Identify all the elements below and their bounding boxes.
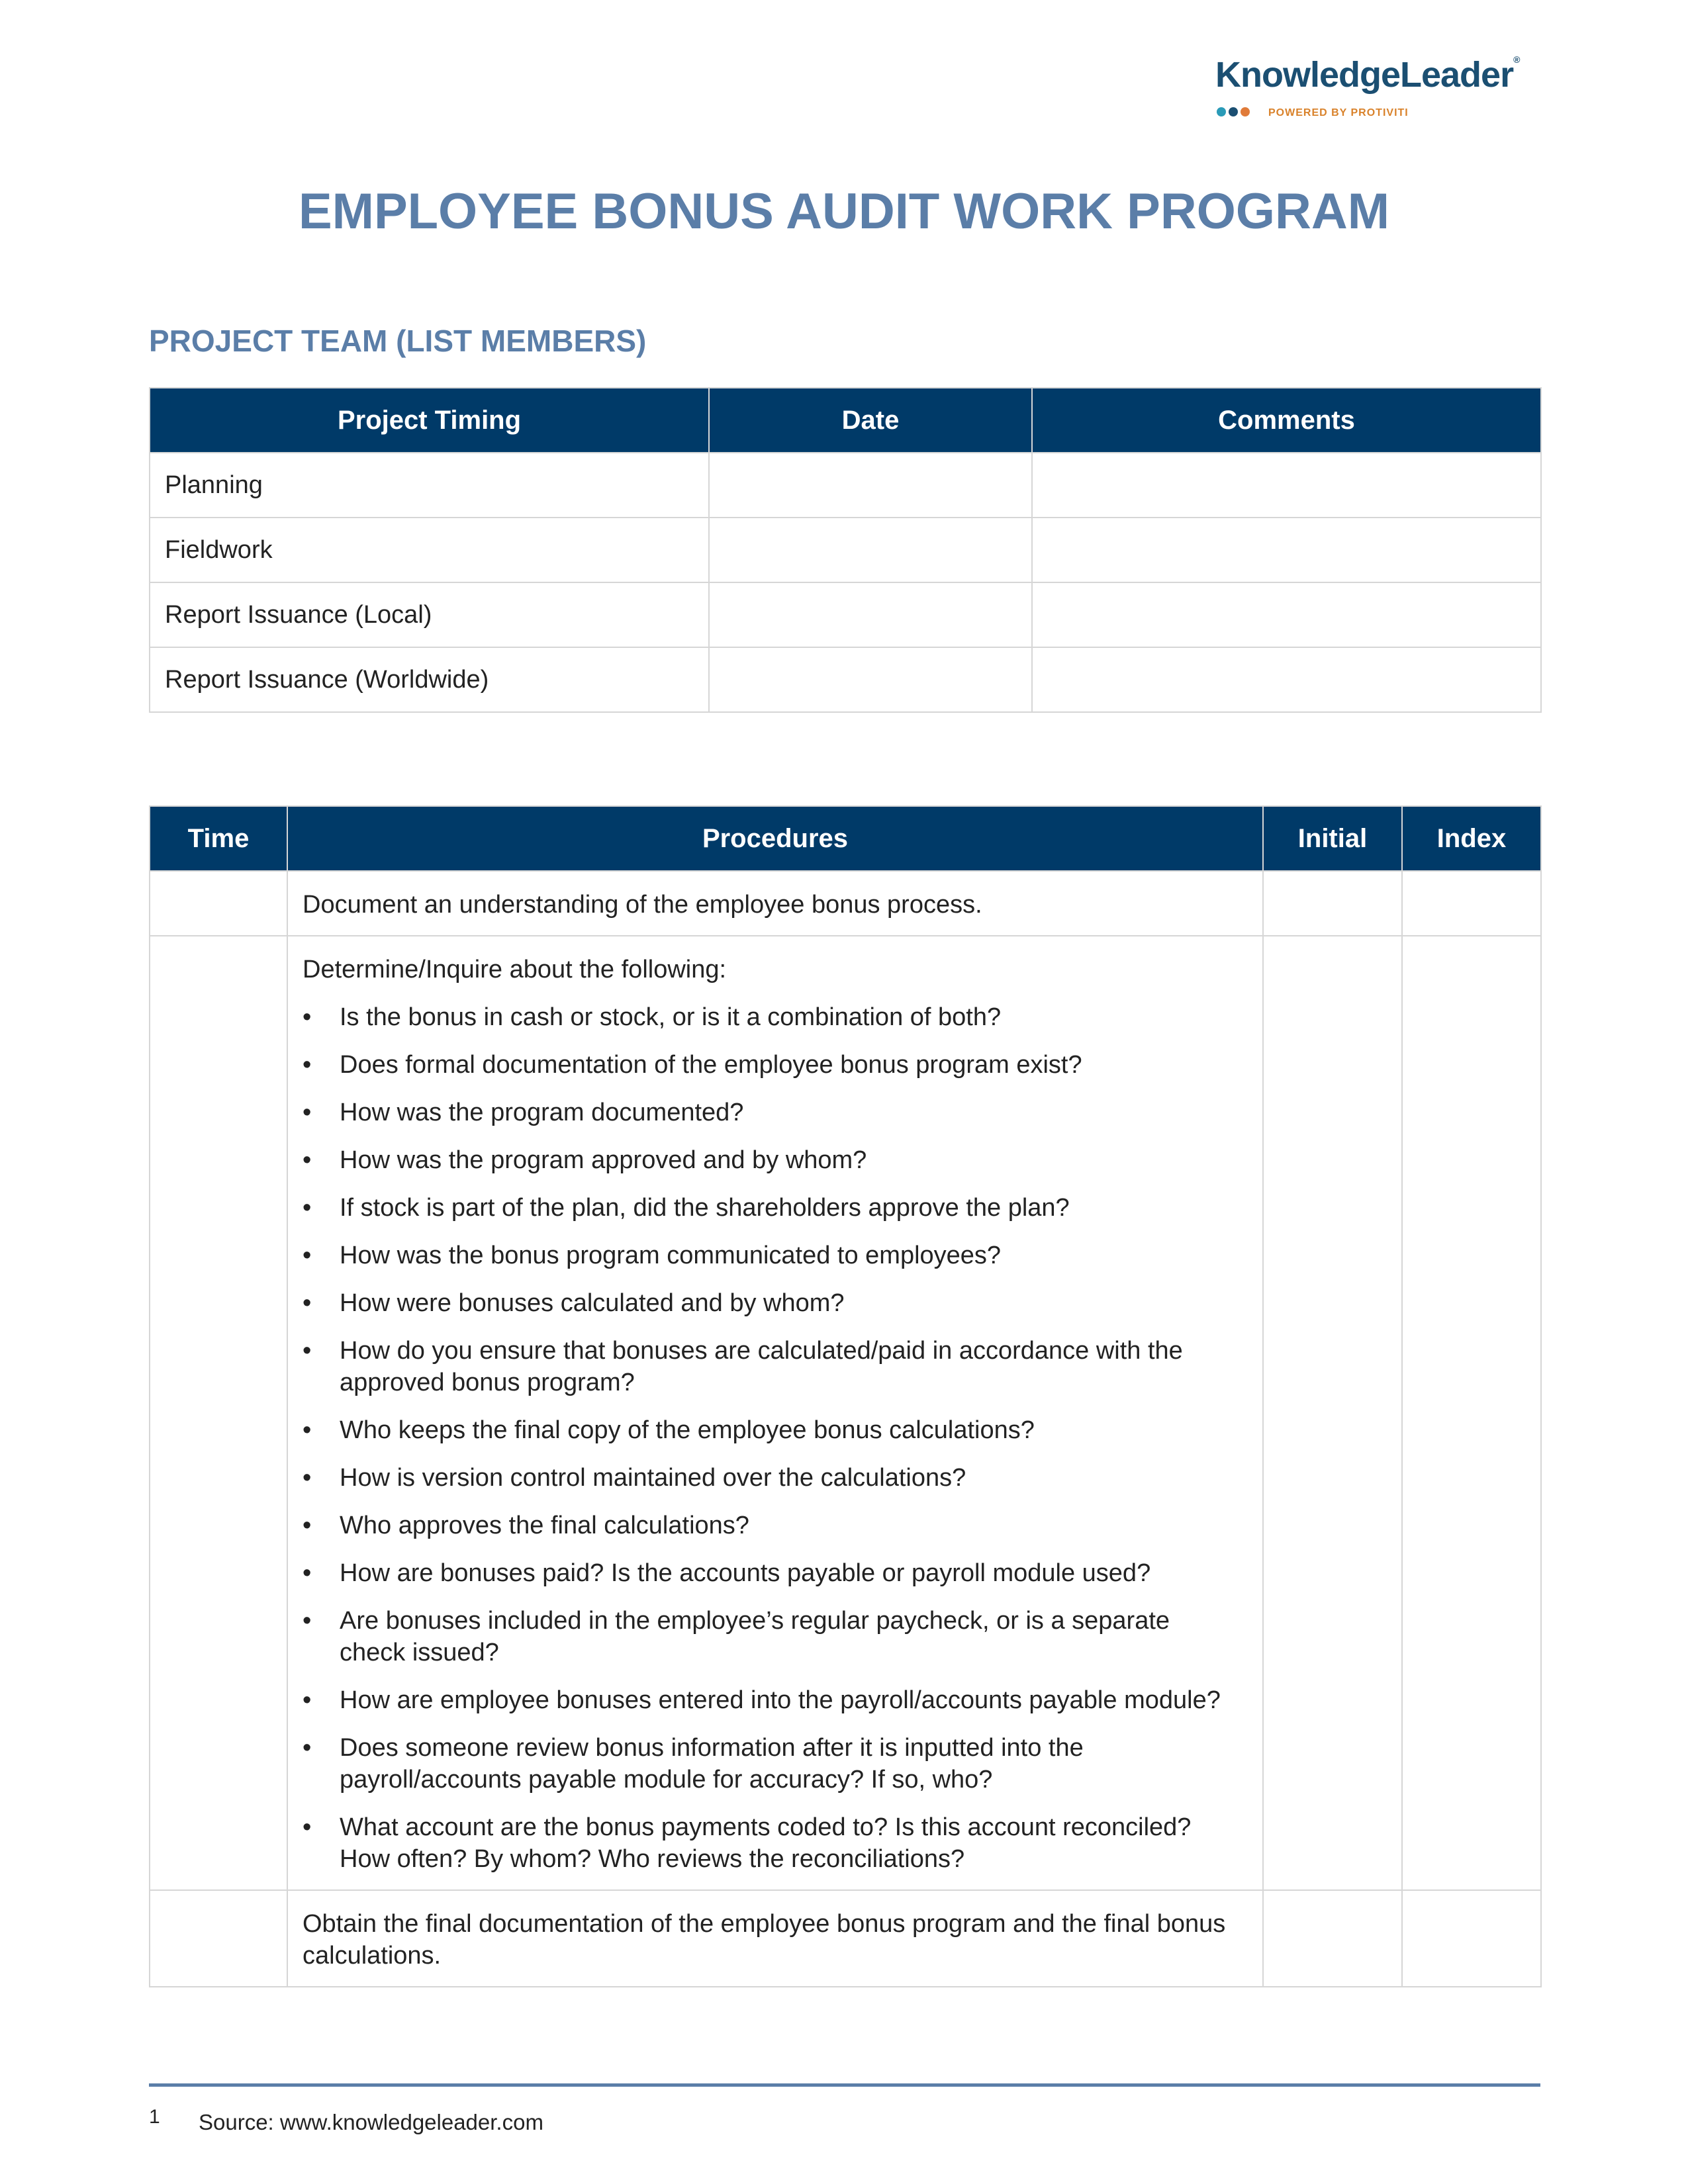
procedure-cell [287,871,1263,936]
timing-label: Fieldwork [150,518,709,582]
procedure-cell [287,1890,1263,1987]
timing-row [150,453,1541,518]
logo-tagline: POWERED BY PROTIVITI [1268,107,1409,118]
logo-dot-orange [1241,107,1250,116]
initial-cell[interactable] [1263,936,1402,1890]
timing-header-row [150,388,1541,453]
list-item: • How is version control maintained over the calculations? [303,1462,1239,1494]
time-cell[interactable] [150,1890,287,1987]
date-cell[interactable] [709,582,1032,647]
comments-cell[interactable] [1032,453,1541,518]
footnote-source: Source: www.knowledgeleader.com [199,2110,543,2134]
timing-row [150,647,1541,712]
time-cell[interactable] [150,936,287,1890]
list-item: • Are bonuses included in the employee’s regular paycheck, or is a separate check issued? [303,1605,1239,1668]
header-time: Time [150,806,287,871]
index-cell[interactable] [1402,871,1541,936]
list-item: • Does formal documentation of the employee bonus program exist? [303,1049,1239,1081]
date-cell[interactable] [709,647,1032,712]
timing-label: Report Issuance (Worldwide) [150,647,709,712]
procedure-text: Document an understanding of the employee bonus process. [303,891,982,919]
procedure-row [150,1890,1541,1987]
document-title: EMPLOYEE BONUS AUDIT WORK PROGRAM [298,183,1390,240]
list-item: • How do you ensure that bonuses are calculated/paid in accordance with the approved bonus program? [303,1335,1239,1398]
header-index: Index [1402,806,1541,871]
project-team-heading: PROJECT TEAM (LIST MEMBERS) [149,324,647,358]
procedure-row [150,871,1541,936]
list-item: • Is the bonus in cash or stock, or is it a combination of both? [303,1001,1239,1033]
list-item: • If stock is part of the plan, did the shareholders approve the plan? [303,1192,1239,1224]
list-item: • Who keeps the final copy of the employee bonus calculations? [303,1414,1239,1446]
comments-cell[interactable] [1032,518,1541,582]
procedure-row [150,936,1541,1890]
list-item: • How was the program approved and by whom? [303,1144,1239,1176]
procedures-header-row [150,806,1541,871]
timing-row [150,518,1541,582]
procedure-text: Obtain the final documentation of the employee bonus program and the final bonus calculations. [303,1910,1226,1970]
index-cell[interactable] [1402,936,1541,1890]
procedure-cell [287,936,1263,1890]
index-cell[interactable] [1402,1890,1541,1987]
list-item: • How was the bonus program communicated to employees? [303,1240,1239,1271]
initial-cell[interactable] [1263,1890,1402,1987]
comments-cell[interactable] [1032,647,1541,712]
list-item: • How was the program documented? [303,1097,1239,1128]
comments-cell[interactable] [1032,582,1541,647]
timing-label: Report Issuance (Local) [150,582,709,647]
initial-cell[interactable] [1263,871,1402,936]
list-item: • How are employee bonuses entered into the payroll/accounts payable module? [303,1684,1239,1716]
timing-row [150,582,1541,647]
list-item: • Does someone review bonus information after it is inputted into the payroll/accounts payable module for accuracy? If so, who? [303,1732,1239,1796]
procedures-table [149,805,1542,1987]
timing-label: Planning [150,453,709,518]
footer-divider [149,2083,1540,2087]
project-timing-table [149,387,1542,713]
header-project-timing: Project Timing [150,388,709,453]
list-item: • How were bonuses calculated and by whom? [303,1287,1239,1319]
header-initial: Initial [1263,806,1402,871]
knowledgeleader-logo [1215,54,1546,120]
logo-dot-navy [1229,107,1238,116]
time-cell[interactable] [150,871,287,936]
list-item: • What account are the bonus payments coded to? Is this account reconciled? How often? By whom? Who reviews the reconciliations? [303,1811,1239,1875]
inquiry-list [303,1001,1239,1875]
list-item: • How are bonuses paid? Is the accounts payable or payroll module used? [303,1557,1239,1589]
header-date: Date [709,388,1032,453]
header-comments: Comments [1032,388,1541,453]
registered-mark: ® [1513,54,1520,65]
list-item: • Who approves the final calculations? [303,1510,1239,1541]
logo-dots [1217,107,1252,118]
logo-wordmark: KnowledgeLeader [1215,55,1514,95]
footnote-number: 1 [149,2106,160,2128]
header-procedures: Procedures [287,806,1263,871]
date-cell[interactable] [709,518,1032,582]
logo-dot-teal [1217,107,1226,116]
date-cell[interactable] [709,453,1032,518]
procedure-text: Determine/Inquire about the following: [303,956,727,983]
